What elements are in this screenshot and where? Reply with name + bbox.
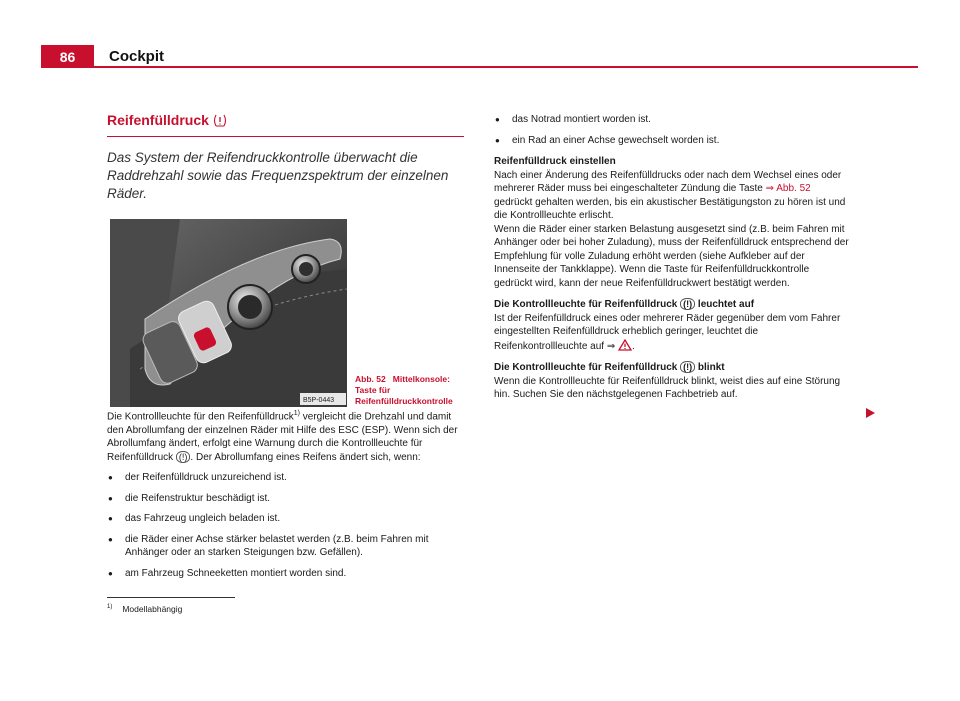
blink-paragraph: Wenn die Kontrollleuchte für Reifenfülldruck blinkt, weist dies auf eine Störung hin. Suchen Sie den nächstgelegenen Fachbetrieb auf.	[494, 375, 841, 400]
blink-heading	[494, 361, 849, 375]
caption-text: Mittelkonsole: Taste für Reifenfülldruckkontrolle	[355, 374, 453, 406]
section-lead: Das System der Reifendruckkontrolle überwacht die Raddrehzahl sowie das Frequenzspektrum der einzelnen Räder.	[107, 150, 449, 201]
tire-pressure-icon	[213, 114, 227, 127]
blink-heading-a: Die Kontrollleuchte für Reifenfülldruck	[494, 362, 678, 373]
set-heading: Reifenfülldruck einstellen	[494, 156, 616, 167]
photo-code: B5P-0443	[303, 397, 335, 404]
blink-heading-b: blinkt	[697, 362, 725, 373]
warning-triangle-icon[interactable]	[618, 339, 632, 351]
list-item: ● die Reifenstruktur beschädigt ist.	[107, 492, 464, 506]
caption-label: Abb. 52	[355, 374, 386, 384]
list-item: ● das Fahrzeug ungleich beladen ist.	[107, 512, 464, 526]
section-title	[107, 112, 464, 137]
footnote	[107, 604, 182, 614]
footnote-ref: 1)	[293, 410, 301, 417]
list-item: ● ein Rad an einer Achse gewechselt worden ist.	[494, 134, 849, 148]
load-paragraph: Wenn die Räder einer starken Belastung ausgesetzt sind (z.B. beim Fahren mit Anhänger oder bei hoher Zuladung), muss der Reifenfülldruck entsprechend der Empfehlung für volle Zuladung erhöht werden (siehe Aufkleber auf der Innenseite der Tankklappe). Wenn die Taste für Reifenfülldruckkontrolle gedrückt wird, kann der neue Reifenfülldruckwert bestätigt werden.	[494, 223, 849, 289]
cause-list	[107, 471, 464, 580]
cause-list-cont	[494, 113, 849, 147]
lit-text-a: Ist der Reifenfülldruck eines oder mehrerer Räder gegenüber dem vom Fahrer eingestellten Reifenfülldruck erheblich geringer, leuchtet die Reifenkontrollleuchte auf	[494, 312, 841, 352]
intro-text-2: vergleicht die Drehzahl und damit den Abrollumfang der einzelnen Räder mit Hilfe des ESC (ESP). Wenn sich der Abrollumfang ändert, erfolgt eine Warnung durch die Kontrollleuchte für Reifenfülldruck	[107, 411, 458, 463]
tpms-icon: (!)	[680, 361, 695, 373]
header-rule	[94, 66, 918, 68]
set-text-a: Nach einer Änderung des Reifenfülldrucks oder nach dem Wechsel eines oder mehrerer Räder muss bei eingeschalteter Zündung die Taste	[494, 169, 842, 194]
lit-paragraph: Ist der Reifenfülldruck eines oder mehrerer Räder gegenüber dem vom Fahrer eingestellten Reifenfülldruck erheblich geringer, leuchtet die Reifenkontrollleuchte auf ⇒ .	[494, 312, 841, 352]
intro-text-1: Die Kontrollleuchte für den Reifenfülldruck	[107, 411, 294, 423]
section-title-text: Reifenfülldruck	[107, 112, 209, 128]
lit-heading-a: Die Kontrollleuchte für Reifenfülldruck	[494, 299, 678, 310]
figure-caption	[355, 374, 455, 407]
list-item: ● der Reifenfülldruck unzureichend ist.	[107, 471, 464, 485]
list-item: ● am Fahrzeug Schneeketten montiert worden sind.	[107, 567, 464, 581]
set-text-b: gedrückt gehalten werden, bis ein akustischer Bestätigungston zu hören ist und die Kontrollleuchte erlischt.	[494, 196, 846, 221]
list-item: ● das Notrad montiert worden ist.	[494, 113, 849, 127]
right-column	[494, 112, 849, 402]
figure-link[interactable]: ⇒ Abb. 52	[765, 183, 811, 194]
intro-paragraph	[107, 407, 464, 464]
footnote-mark: 1)	[107, 604, 113, 611]
tpms-icon: (!)	[680, 298, 695, 310]
lit-text-b: ⇒	[606, 340, 616, 352]
list-item: ● die Räder einer Achse stärker belastet werden (z.B. beim Fahren mit Anhänger oder an starken Steigungen bzw. Gefällen).	[107, 533, 464, 560]
footnote-text: Modellabhängig	[122, 604, 183, 614]
set-paragraph	[494, 169, 849, 223]
tpms-icon: (!)	[176, 451, 191, 463]
figure-52	[110, 219, 464, 407]
left-column	[107, 112, 464, 580]
footnote-rule	[107, 597, 235, 598]
continue-arrow-icon	[866, 408, 875, 418]
console-photo	[110, 219, 347, 407]
lit-heading-b: leuchtet auf	[697, 299, 755, 310]
lit-heading	[494, 298, 849, 312]
chapter-title: Cockpit	[109, 48, 165, 65]
page-number: 86	[41, 45, 94, 68]
intro-text-3: . Der Abrollumfang eines Reifens ändert sich, wenn:	[190, 451, 421, 463]
